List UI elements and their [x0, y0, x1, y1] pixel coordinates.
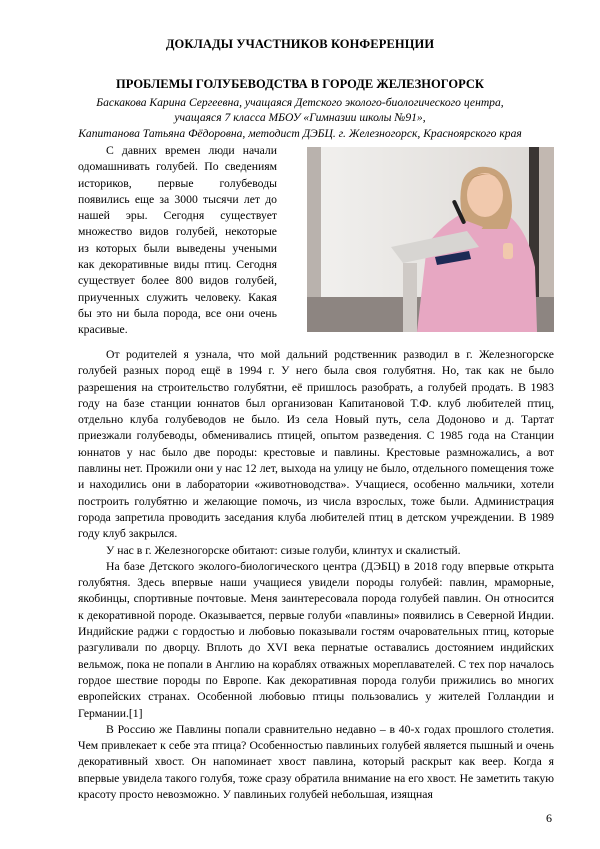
intro-paragraph: С давних времен люди начали одомашнивать голубей. По сведениям историков, первые голубеводы появились еще за 3000 тысячи лет до нашей эры. Сегодня существует множество видов голубей, некоторые из которых были выведены учеными как декоративные виды птиц. Сегодня существует более 800 видов голубей, приученных служить человеку. Какая бы это ни была порода, все они очень красивые. — [78, 144, 277, 337]
paragraph: У нас в г. Железногорске обитают: сизые голуби, клинтух и скалистый. — [106, 543, 461, 557]
author-line: Баскакова Карина Сергеевна, учащаяся Детского эколого-биологического центра, — [96, 96, 504, 109]
article-title: ПРОБЛЕМЫ ГОЛУБЕВОДСТВА В ГОРОДЕ ЖЕЛЕЗНОГОРСК — [116, 77, 484, 91]
author-line: Капитанова Татьяна Фёдоровна, методист ДЭБЦ. г. Железногорск, Красноярского края — [78, 126, 522, 140]
paragraph: На базе Детского эколого-биологического центра (ДЭБЦ) в 2018 году впервые открыта голубятня. Здесь впервые наши учащиеся увидели породы голубей: павлин, мраморные, якобинцы, спортивные почтовые. Меня заинтересовала порода голубей павлин. Он относится к декоративной породе. Оказывается, первые голуби «павлины» появились в Северной Индии. Индийские раджи с гордостью и любовью показывали гостям очаровательных птиц, которые разгуливали по дворцу. Вплоть до XVI века пернатые оставались достоянием индийских вельмож, пока не попали в Англию на кораблях отважных мореплавателей. С тех пор началось гордое шествие породы по Европе. Как декоративная порода голуби прижились во многих европейских странах. Особенной любовью птицы пользовались у жителей Голландии и Германии.[1] — [78, 559, 554, 720]
speaker-photo-image — [307, 147, 554, 332]
body-text — [78, 347, 554, 803]
page-number: 6 — [546, 811, 552, 825]
speaker-photo — [307, 147, 554, 332]
paragraph: От родителей я узнала, что мой дальний родственник разводил в г. Железногорске голубей разных пород ещё в 1994 г. У него была своя голубятня. Но, так как не было разрешения на строительство голубятни, её пришлось разобрать, а голубей продать. В 1983 году на базе станции юннатов был организован Капитановой Т.Ф. клуб любителей птиц, отдельно клуба голубеводов не было. Из села Новый путь, села Додоново и д. Тартат приезжали голубеводы, обменивались птицей, опытом разведения. С 1985 года на Станции юннатов у нас было две породы: крестовые и павлины. Крестовые размножались, а вот павлины нет. Прожили они у нас 12 лет, выхода на улицу не было, отдельного помещения тоже и находились они в лаборатории «животноводства». Учащиеся, особенно мальчики, хотели построить голубятню и желающие помочь, из числа взрослых, тоже были. Администрация города запретила проводить заседания клуба любителей птиц в детском учреждении. В 1989 году клуб закрылся. — [78, 348, 554, 541]
author-block — [0, 95, 600, 141]
author-line: учащаяся 7 класса МБОУ «Гимназии школы №91», — [174, 111, 426, 125]
running-header: ДОКЛАДЫ УЧАСТНИКОВ КОНФЕРЕНЦИИ — [165, 37, 435, 51]
paragraph: В Россию же Павлины попали сравнительно недавно – в 40-х годах прошлого столетия. Чем привлекает к себе эта птица? Особенностью павлиньих голубей является пышный и очень декоративный хвост. Он напоминает хвост павлина, который раскрыт как веер. Когда я впервые увидела такого голубя, тоже сразу обратила внимание на его хвост. Не заметить такую красоту просто невозможно. У павлиньих голубей небольшая, изящная — [78, 722, 554, 802]
intro-text — [78, 143, 277, 339]
